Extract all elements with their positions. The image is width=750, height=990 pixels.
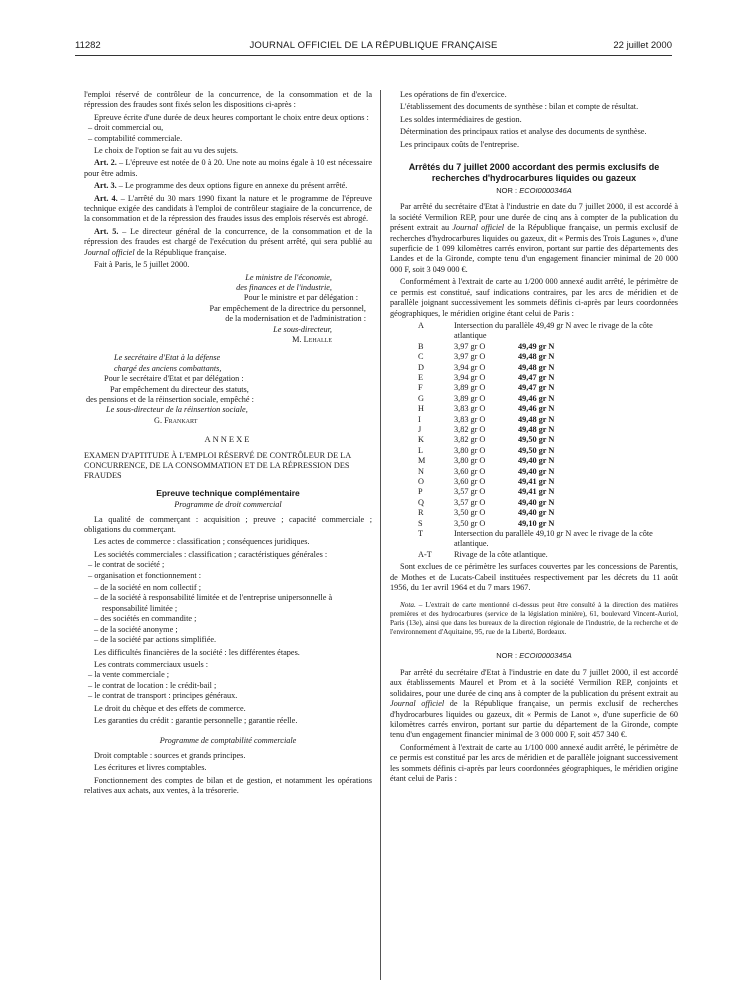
latitude-cell: 49,48 gr N	[518, 414, 555, 424]
longitude-cell: 3,82 gr O	[454, 424, 486, 434]
longitude-cell: 3,94 gr O	[454, 362, 486, 372]
compta-item: Les écritures et livres comptables.	[94, 763, 207, 773]
paragraph-text: Par arrêté du secrétaire d'Etat à l'industrie en date du 7 juillet 2000, il est accordé à la société Vermilion REP, pour une durée de cinq ans à compter de la publication du présent extrait au	[390, 202, 678, 233]
list-item: – de la société anonyme ;	[94, 624, 178, 634]
latitude-cell: 49,41 gr N	[518, 487, 555, 497]
difficultes-paragraph: Les difficultés financières de la société : les différentes étapes.	[94, 647, 300, 657]
garanties-paragraph: Les garanties du crédit : garantie personnelle ; garantie réelle.	[94, 715, 298, 725]
longitude-cell: 3,80 gr O	[454, 456, 486, 466]
vertex-label: R	[418, 508, 424, 518]
longitude-cell: 3,50 gr O	[454, 518, 486, 528]
fait-a-paris: Fait à Paris, le 5 juillet 2000.	[94, 260, 190, 270]
article-text: – Le programme des deux options figure en annexe du présent arrêté.	[116, 181, 348, 191]
header-rule	[75, 55, 672, 56]
article-text: – L'arrêté du 30 mars 1990 fixant la nature et le programme de l'épreuve technique exigée des candidats à l'emploi de contrôleur stagiaire de la concurrence, de la consommation et de la répression des fraudes issus des emplois réservés est abrogé.	[84, 193, 372, 224]
vertex-label: A-T	[418, 549, 432, 559]
latitude-cell: 49,41 gr N	[518, 477, 555, 486]
right-column	[390, 90, 678, 786]
vertex-label: J	[418, 424, 422, 434]
vertex-label: O	[418, 477, 424, 486]
article-label: Art. 2.	[94, 158, 117, 168]
permis-lanot-paragraph	[390, 668, 678, 741]
page-header	[75, 40, 672, 54]
paragraph-text: de la République française, un permis exclusif de recherches d'hydrocarbures liquides ou gazeux, dit « Permis de Lanot », d'une superficie de 60 kilomètres carrés environ, portant sur partie du département de la Gironde, compte tenu d'un engagement financier minimal de 3 000 000 F, soit 457 340 €.	[390, 699, 678, 740]
column-divider	[380, 90, 381, 980]
article-label: Art. 3.	[94, 181, 117, 191]
article-4	[84, 194, 372, 225]
table-row	[418, 446, 678, 456]
epreuve-title: Epreuve technique complémentaire	[156, 487, 300, 498]
vertex-label: S	[418, 518, 423, 528]
list-item: – la vente commerciale ;	[88, 670, 170, 680]
longitude-cell: 3,83 gr O	[454, 404, 486, 414]
table-row	[418, 519, 678, 529]
latitude-cell: 49,48 gr N	[518, 424, 555, 434]
latitude-cell: 49,50 gr N	[518, 445, 555, 455]
intro-paragraph: l'emploi réservé de contrôleur de la concurrence, de la consommation et de la répression des fraudes sont fixés selon les dispositions ci-après :	[84, 90, 372, 110]
signature-line: Par empêchement du directeur des statuts,	[110, 384, 249, 394]
signature-line: de la modernisation et de l'administration :	[225, 314, 366, 324]
longitude-cell: 3,97 gr O	[454, 341, 486, 351]
compta-item: Fonctionnement des comptes de bilan et de gestion, et notamment les opérations relatives aux achats, aux ventes, à la trésorerie.	[84, 775, 372, 795]
nor-code: ECOI0000345A	[519, 651, 572, 661]
signature-line: des finances et de l'industrie,	[236, 282, 332, 292]
latitude-cell: 49,46 gr N	[518, 393, 555, 403]
page-number: 11282	[75, 40, 101, 51]
vertex-label: Q	[418, 497, 424, 507]
vertex-label: K	[418, 435, 424, 445]
droit-item: La qualité de commerçant : acquisition ; preuve ; capacité commerciale ; obligations du commerçant.	[84, 514, 372, 535]
table-row	[418, 487, 678, 497]
signature-line: Le ministre de l'économie,	[245, 272, 332, 282]
nota-text: – L'extrait de carte mentionné ci-dessus peut être consulté à la direction des matières premières et des hydrocarbures (service de la législation minière), 61, boulevard Vincent-Auriol, Paris (13e), ainsi que dans les bureaux de la direction régionale de l'industrie, de la recherche et de l'environnement d'Aquitaine, 95, rue de la Liberté, Bordeaux.	[390, 601, 678, 637]
latitude-cell: 49,40 gr N	[518, 508, 555, 518]
list-item: – comptabilité commerciale.	[88, 133, 183, 143]
left-column	[84, 90, 372, 798]
vertex-label: C	[418, 352, 424, 362]
paragraph-text: de la République française, un permis exclusif de recherches d'hydrocarbures liquides ou gazeux, dit « Permis des Trois Lagunes », d'une superficie de 1 099 kilomètres carrés environ, portant sur partie des départements des Landes et de la Gironde, compte tenu d'un engagement financier minimal de 20 000 000 F, soit 3 049 000 €.	[390, 223, 679, 274]
vertex-description: Intersection du parallèle 49,10 gr N avec le rivage de la côte atlantique.	[454, 529, 653, 549]
latitude-cell: 49,10 gr N	[518, 518, 555, 528]
latitude-cell: 49,40 gr N	[518, 466, 555, 476]
nor-label: NOR :	[496, 651, 520, 661]
options-list	[84, 123, 372, 144]
contrats-paragraph: Les contrats commerciaux usuels :	[94, 659, 209, 669]
compta-item: Les soldes intermédiaires de gestion.	[400, 114, 522, 124]
longitude-cell: 3,60 gr O	[454, 466, 486, 476]
vertex-description: Intersection du parallèle 49,49 gr N avec le rivage de la côte atlantique	[454, 320, 653, 341]
longitude-cell: 3,57 gr O	[454, 497, 486, 507]
table-row	[418, 321, 678, 342]
longitude-cell: 3,60 gr O	[454, 477, 486, 486]
permis-trois-lagunes-paragraph	[390, 202, 678, 275]
vertex-label: P	[418, 487, 423, 497]
article-2	[84, 158, 372, 179]
signatory-name: G. Frankart	[154, 415, 198, 425]
droit-item: Les sociétés commerciales : classification ; caractéristiques générales :	[94, 549, 328, 559]
longitude-cell: 3,57 gr O	[454, 487, 486, 497]
coordinates-table	[418, 321, 678, 560]
longitude-cell: 3,97 gr O	[454, 352, 486, 362]
signature-line: Le sous-directeur,	[273, 324, 332, 334]
vertex-label: L	[418, 445, 424, 455]
nor-code: ECOI0000346A	[519, 186, 572, 196]
table-row	[418, 508, 678, 518]
article-text: – L'épreuve est notée de 0 à 20. Une note au moins égale à 10 est nécessaire pour être admis.	[84, 158, 372, 178]
table-row	[418, 477, 678, 487]
list-item: – de la société en nom collectif ;	[94, 583, 201, 593]
exam-title: EXAMEN D'APTITUDE À L'EMPLOI RÉSERVÉ DE CONTRÔLEUR DE LA CONCURRENCE, DE LA CONSOMMATION ET DE LA RÉPRESSION DES FRAUDES	[84, 450, 351, 481]
longitude-cell: 3,89 gr O	[454, 393, 486, 403]
paragraph-text: Par arrêté du secrétaire d'Etat à l'industrie en date du 7 juillet 2000, il est accordé aux établissements Maurel et Prom et à la société Vermilion REP, conjoints et solidaires, pour une durée de cinq ans à compter de la publication du présent extrait au	[390, 667, 678, 698]
list-item: – de la société à responsabilité limitée et de l'entreprise unipersonnelle à responsabilité limitée ;	[94, 593, 333, 613]
signature-block-2	[84, 353, 372, 426]
annexe-heading: ANNEXE	[204, 434, 252, 445]
longitude-cell: 3,80 gr O	[454, 445, 486, 455]
article-label: Art. 4.	[94, 193, 118, 203]
article-label: Art. 5.	[94, 226, 119, 236]
latitude-cell: 49,47 gr N	[518, 372, 555, 382]
table-row	[418, 342, 678, 352]
compta-item: Les opérations de fin d'exercice.	[400, 90, 507, 99]
list-item: – organisation et fonctionnement :	[88, 570, 202, 580]
vertex-label: N	[418, 466, 424, 476]
journal-name: Journal officiel	[452, 223, 505, 233]
societe-list	[84, 560, 372, 581]
latitude-cell: 49,40 gr N	[518, 456, 555, 466]
perimetre-lanot-paragraph: Conformément à l'extrait de carte au 1/100 000 annexé audit arrêté, le périmètre de ce permis est constitué par les arcs de méridien et de parallèle joignant successivement les sommets définis ci-après par leurs coordonnées géographiques, le méridien origine étant celui de Paris :	[390, 742, 678, 783]
longitude-cell: 3,83 gr O	[454, 414, 486, 424]
vertex-label: D	[418, 362, 424, 372]
vertex-label: T	[418, 529, 424, 539]
programme-droit-heading: Programme de droit commercial	[174, 500, 282, 510]
article-5	[84, 227, 372, 258]
contrats-list	[84, 670, 372, 701]
table-row	[418, 415, 678, 425]
latitude-cell: 49,40 gr N	[518, 497, 555, 507]
table-row	[418, 498, 678, 508]
vertex-label: M	[418, 456, 426, 466]
table-row	[418, 373, 678, 383]
table-row	[418, 529, 678, 550]
compta-item: L'établissement des documents de synthèse : bilan et compte de résultat.	[400, 102, 639, 112]
vertex-description: Rivage de la côte atlantique.	[454, 549, 548, 559]
latitude-cell: 49,49 gr N	[518, 341, 555, 351]
table-row	[418, 363, 678, 373]
list-item: – de la société par actions simplifiée.	[94, 635, 217, 645]
vertex-label: A	[418, 320, 424, 330]
vertex-label: F	[418, 383, 423, 393]
longitude-cell: 3,89 gr O	[454, 383, 486, 393]
table-row	[418, 394, 678, 404]
signatory-name: M. Lehalle	[292, 334, 332, 344]
article-text: de la République française.	[134, 247, 227, 257]
article-3	[84, 181, 372, 191]
signature-line: des pensions et de la réinsertion sociale, empêché :	[86, 394, 254, 404]
programme-compta-heading: Programme de comptabilité commerciale	[159, 736, 297, 746]
droit-item: Les actes de commerce : classification ; conséquences juridiques.	[94, 537, 310, 547]
exclusion-paragraph: Sont exclues de ce périmètre les surfaces couvertes par les concessions de Parentis, de Mothes et de Lucats-Cabeil instituées respectivement par les décrets du 11 août 1956, du 1er avril 1964 et du 7 mars 1967.	[390, 562, 678, 593]
signature-block-1	[84, 273, 372, 346]
signature-line: Pour le secrétaire d'Etat et par délégation :	[104, 374, 244, 384]
signature-line: Le secrétaire d'Etat à la défense	[114, 353, 221, 363]
latitude-cell: 49,48 gr N	[518, 352, 555, 362]
list-item: – des sociétés en commandite ;	[94, 614, 197, 624]
nota-label: Nota.	[400, 601, 416, 610]
compta-item: Les principaux coûts de l'entreprise.	[400, 139, 520, 149]
epreuve-paragraph: Epreuve écrite d'une durée de deux heures comportant le choix entre deux options :	[94, 112, 369, 122]
vertex-label: I	[418, 414, 421, 424]
journal-name: Journal officiel	[84, 247, 135, 257]
signature-line: chargé des anciens combattants,	[114, 363, 222, 373]
journal-name: Journal officiel	[390, 699, 445, 709]
compta-item: Détermination des principaux ratios et analyse des documents de synthèse.	[400, 127, 647, 137]
table-row	[418, 404, 678, 414]
list-item: – le contrat de location : le crédit-bail ;	[88, 680, 217, 690]
vertex-label: B	[418, 341, 424, 351]
latitude-cell: 49,46 gr N	[518, 404, 555, 414]
table-row	[418, 425, 678, 435]
table-row	[418, 467, 678, 477]
societe-sublist	[84, 583, 372, 645]
list-item: – droit commercial ou,	[88, 123, 164, 133]
nor-reference	[390, 186, 678, 196]
journal-title: JOURNAL OFFICIEL DE LA RÉPUBLIQUE FRANÇAISE	[249, 40, 498, 51]
table-row	[418, 456, 678, 466]
longitude-cell: 3,94 gr O	[454, 372, 486, 382]
vertex-label: E	[418, 372, 424, 382]
nor-reference	[390, 651, 678, 661]
latitude-cell: 49,50 gr N	[518, 435, 555, 445]
choix-paragraph: Le choix de l'option se fait au vu des sujets.	[94, 146, 238, 156]
table-row	[418, 435, 678, 445]
perimetre-paragraph: Conformément à l'extrait de carte au 1/200 000 annexé audit arrêté, le périmètre de ce permis est constitué, sauf indications contraires, par les arcs de méridien et de parallèle joignant successivement les sommets définis ci-après par leurs coordonnées géographiques, le méridien origine étant celui de Paris :	[390, 277, 678, 318]
list-item: – le contrat de transport : principes généraux.	[88, 691, 238, 701]
signature-line: Par empêchement de la directrice du personnel,	[209, 303, 366, 313]
vertex-label: G	[418, 393, 424, 403]
issue-date: 22 juillet 2000	[613, 40, 672, 51]
longitude-cell: 3,50 gr O	[454, 508, 486, 518]
latitude-cell: 49,47 gr N	[518, 383, 555, 393]
nor-label: NOR :	[496, 186, 520, 196]
table-row	[418, 352, 678, 362]
latitude-cell: 49,48 gr N	[518, 362, 555, 372]
table-row	[418, 383, 678, 393]
signature-line: Pour le ministre et par délégation :	[243, 293, 358, 303]
vertex-label: H	[418, 404, 424, 414]
cheque-paragraph: Le droit du chèque et des effets de commerce.	[94, 703, 246, 713]
compta-item: Droit comptable : sources et grands principes.	[94, 750, 246, 760]
arretes-title: Arrêtés du 7 juillet 2000 accordant des permis exclusifs de recherches d'hydrocarbures liquides ou gazeux	[408, 162, 660, 184]
signature-line: Le sous-directeur de la réinsertion sociale,	[106, 405, 248, 415]
nota-paragraph	[390, 601, 678, 637]
article-text: – Le directeur général de la concurrence, de la consommation et de la répression des fraudes est chargé de l'exécution du présent arrêté, qui sera publié au	[84, 226, 372, 247]
table-row	[418, 550, 678, 560]
list-item: – le contrat de société ;	[88, 560, 165, 570]
longitude-cell: 3,82 gr O	[454, 435, 486, 445]
